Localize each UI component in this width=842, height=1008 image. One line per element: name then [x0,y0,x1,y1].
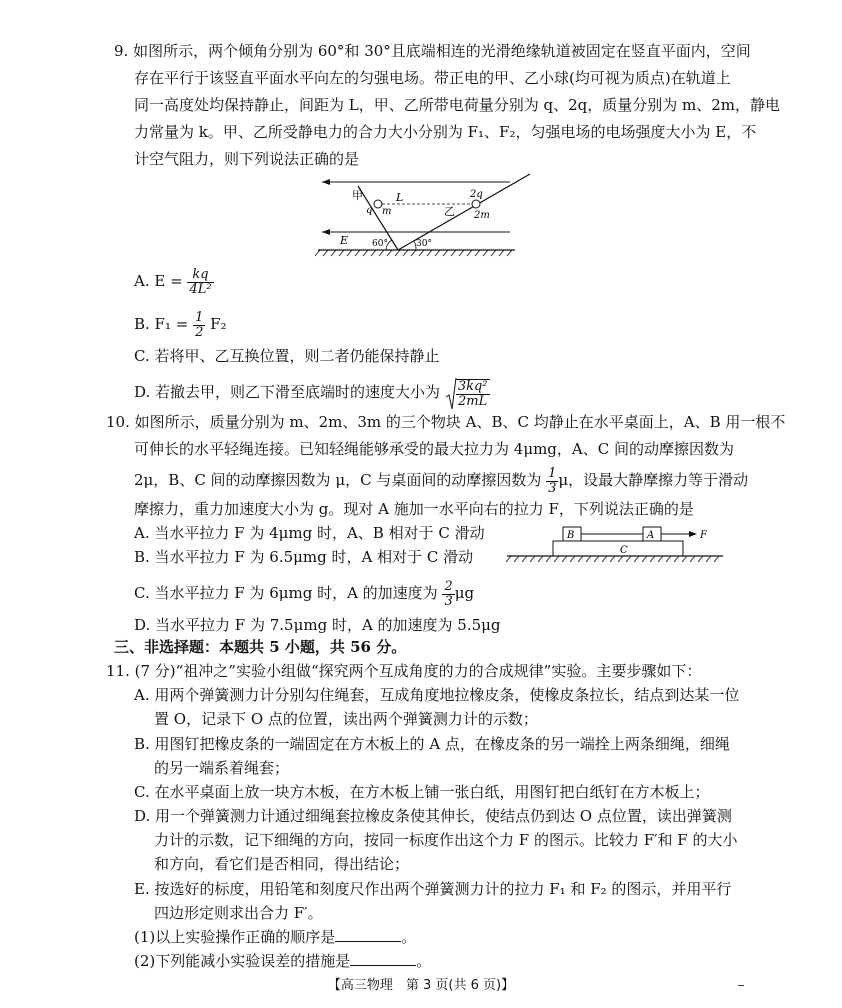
q9-option-d-denominator: 2mL [458,394,488,409]
q10-line-4: 摩擦力，重力加速度大小为 g。现对 A 施加一水平向右的拉力 F，下列说法正确的是 [134,500,694,518]
q10-label-F: F [700,530,707,541]
q9-option-d-prefix: D. 若撤去甲，则乙下滑至底端时的速度大小为 [134,383,441,401]
q10-option-b: B. 当水平拉力 F 为 6.5μmg 时，A 相对于 C 滑动 [134,548,474,566]
page-footer: 【高三物理 第 3 页(共 6 页)】 [327,978,515,993]
q10-line-3-prefix: 2μ，B、C 间的动摩擦因数为 μ，C 与桌面间的动摩擦因数为 [134,471,542,489]
footer-dash [738,985,744,986]
q9-option-b [134,307,227,341]
q9-label-2q: 2q [470,189,483,200]
q9-label-30: 30° [416,239,432,249]
q10-option-c-suffix: μg [454,584,475,602]
q9-option-b-denominator: 2 [195,324,204,340]
q9-label-yi: 乙 [444,205,455,218]
q9-line-1: 9. 如图所示，两个倾角分别为 60°和 30°且底端相连的光滑绝缘轨道被固定在竖直平面内，空间 [114,42,751,60]
q9-line-4: 力常量为 k。甲、乙所受静电力的合力大小分别为 F₁、F₂，匀强电场的电场强度大小为 E，不 [134,123,757,141]
q9-label-E: E [340,234,349,247]
q9-line-2: 存在平行于该竖直平面水平向左的匀强电场。带正电的甲、乙小球(均可视为质点)在轨道上 [134,69,731,87]
q10-label-A: A [647,530,655,541]
q10-option-a: A. 当水平拉力 F 为 4μmg 时，A、B 相对于 C 滑动 [134,524,485,542]
q10-line-3-suffix: μ，设最大静摩擦力等于滑动 [558,471,749,489]
q10-line-3-fraction [546,467,558,496]
q11-subquestion-2-period: 。 [416,952,432,970]
q10-option-d: D. 当水平拉力 F 为 7.5μmg 时，A 的加速度为 5.5μg [134,616,501,634]
section-3-heading: 三、非选择题：本题共 5 小题，共 56 分。 [114,638,407,656]
q9-option-d-sqrt [445,373,490,413]
q11-step-b-line-1: B. 用图钉把橡皮条的一端固定在方木板上的 A 点，在橡皮条的另一端拴上两条细绳，细绳 [134,735,730,753]
q10-line-3 [134,462,748,498]
q9-option-d-fraction [456,379,490,409]
q9-option-b-fraction [193,311,205,340]
q11-subquestion-1-period: 。 [401,928,417,946]
q11-step-a-line-2: 置 O，记录下 O 点的位置，读出两个弹簧测力计的示数； [154,710,538,728]
q9-option-c: C. 若将甲、乙互换位置，则二者仍能保持静止 [134,347,440,365]
q10-option-c [134,575,474,611]
q9-option-a [134,264,214,298]
q11-subquestion-2-text: (2)下列能减小实验误差的措施是 [134,952,351,970]
q9-option-b-prefix: B. F₁ = [134,315,189,333]
q9-option-b-suffix: F₂ [210,315,227,333]
q9-label-jia: 甲 [352,189,363,202]
q10-option-c-numerator: 2 [444,578,453,594]
q11-step-e-line-2: 四边形定则求出合力 F′。 [154,904,323,922]
q9-option-a-numerator: kq [187,268,213,283]
q11-answer-blank-2[interactable] [350,951,416,966]
q11-step-e-line-1: E. 按选好的标度，用铅笔和刻度尺作出两个弹簧测力计的拉力 F₁ 和 F₂ 的图示，并用平行 [134,880,732,898]
q9-option-a-denominator: 4L² [189,281,212,297]
q11-answer-blank-1[interactable] [335,927,401,942]
q10-line-1: 10. 如图所示，质量分别为 m、2m、3m 的三个物块 A、B、C 均静止在水平桌面上，A、B 用一根不 [106,413,786,431]
q11-step-c: C. 在水平桌面上放一块方木板，在方木板上铺一张白纸，用图钉把白纸钉在方木板上； [134,783,710,801]
q11-step-d-line-1: D. 用一个弹簧测力计通过细绳套拉橡皮条使其伸长，使结点仍到达 O 点位置，读出弹簧测 [134,807,732,825]
q9-label-m: m [382,206,392,217]
q9-line-3: 同一高度处均保持静止，间距为 L，甲、乙所带电荷量分别为 q、2q，质量分别为 m、2m，静电 [134,96,781,114]
q9-label-L: L [396,191,404,204]
q10-line-2: 可伸长的水平轻绳连接。已知轻绳能够承受的最大拉力为 4μmg，A、C 间的动摩擦因数为 [134,440,734,458]
q9-label-q: q [366,205,373,216]
q11-subquestion-2 [134,950,431,971]
q9-option-a-fraction [187,268,213,297]
q10-option-c-prefix: C. 当水平拉力 F 为 6μmg 时，A 的加速度为 [134,584,438,602]
q10-line-3-numerator: 1 [548,465,557,481]
q10-figure [505,523,725,563]
q9-label-2m: 2m [474,210,490,221]
q9-line-5: 计空气阻力，则下列说法正确的是 [134,150,360,168]
q10-line-3-denominator: 3 [548,480,557,496]
q10-label-B: B [567,530,575,541]
q9-option-a-prefix: A. E = [134,272,183,290]
q11-step-d-line-3: 和方向，看它们是否相同，得出结论； [154,855,410,873]
q11-line-1: 11. (7 分)“祖冲之”实验小组做“探究两个互成角度的力的合成规律”实验。主要步骤如下： [106,662,702,680]
q9-option-b-numerator: 1 [195,309,204,325]
q11-step-d-line-2: 力计的示数，记下细绳的方向，按同一标度作出这个力 F 的图示。比较力 F′和 F 的大小 [154,831,738,849]
q11-step-a-line-1: A. 用两个弹簧测力计分别勾住绳套，互成角度地拉橡皮条，使橡皮条拉长，结点到达某一位 [134,686,740,704]
q10-label-C: C [620,545,628,556]
q9-option-d-numerator: 3kq² [457,379,488,394]
q9-option-d [134,372,490,413]
q11-subquestion-1 [134,926,416,947]
q9-label-60: 60° [372,239,388,249]
q11-step-b-line-2: 的另一端系着绳套； [154,759,290,777]
q11-subquestion-1-text: (1)以上实验操作正确的顺序是 [134,928,336,946]
q9-figure [310,170,540,260]
q10-option-c-denominator: 3 [444,593,453,609]
q10-option-c-fraction [442,580,454,609]
